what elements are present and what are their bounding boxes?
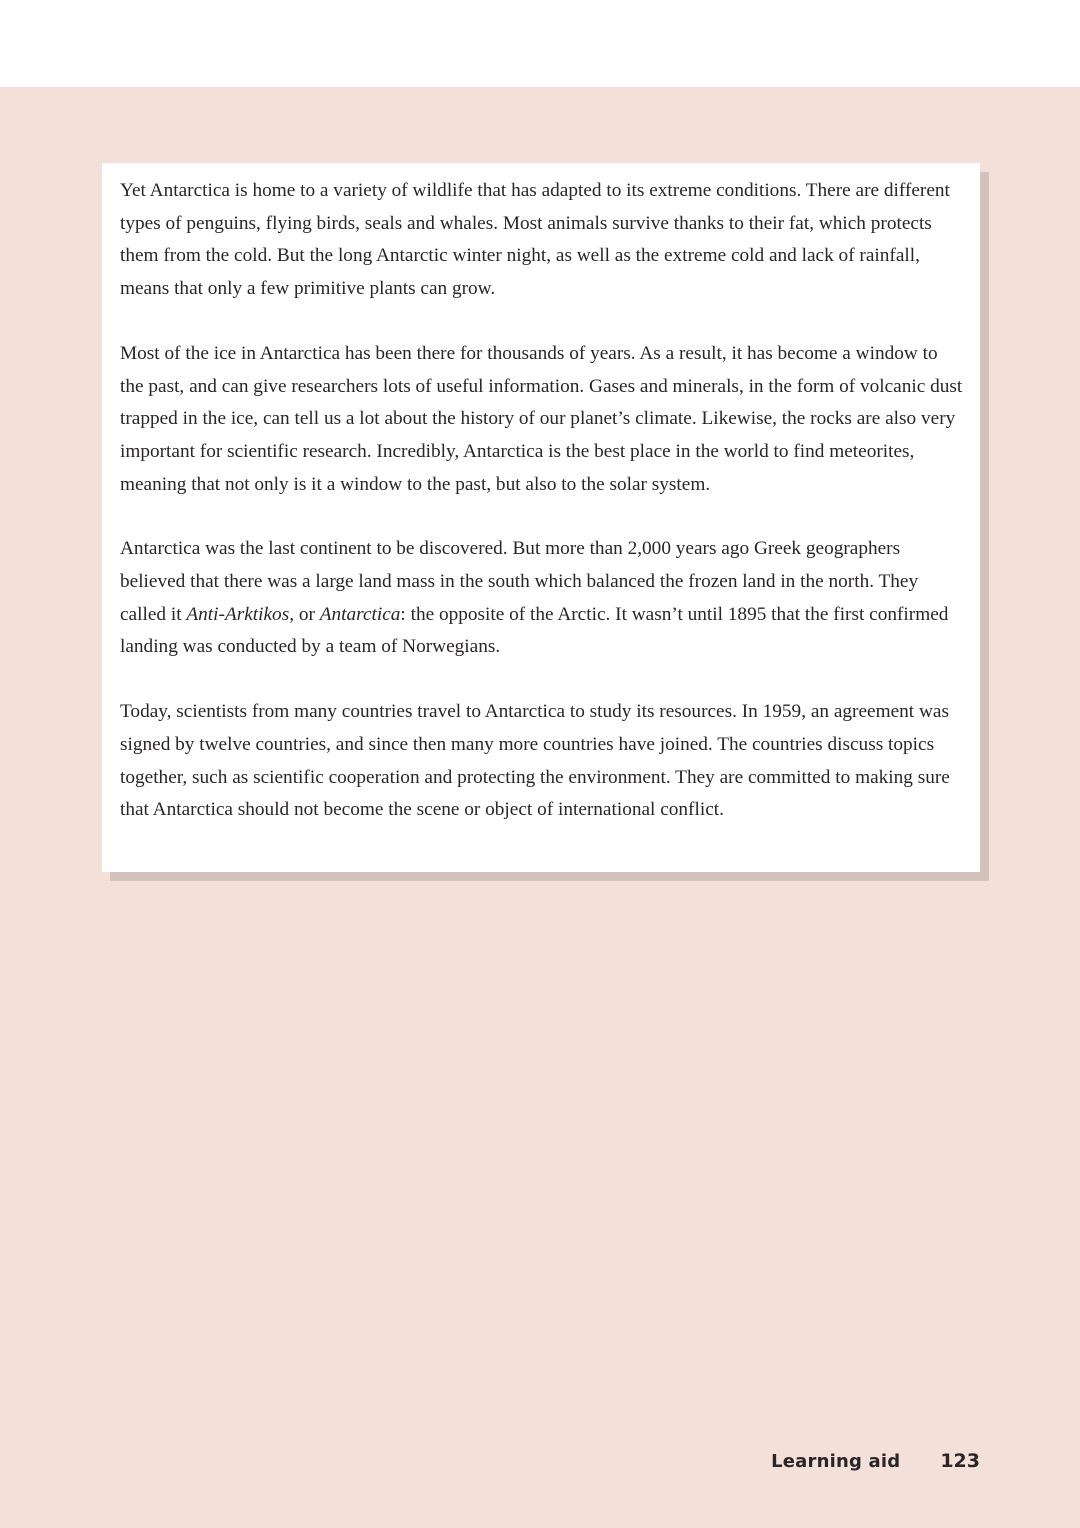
paragraph-wildlife: Yet Antarctica is home to a variety of wildlife that has adapted to its extreme conditions. There are different types of penguins, flying birds, seals and whales. Most animals survive thanks to their fat, which protects them from the cold. But the long Antarctic winter night, as well as the extreme cold and lack of rainfall, means that only a few primitive plants can grow. — [120, 180, 950, 300]
paragraph-discovery-text-2: , or — [289, 603, 320, 625]
paragraph-discovery-text-3: : the opposite of the Arctic. It wasn’t until 1895 that the first confirmed landing was conducted by a team of Norwegians. — [120, 603, 949, 658]
term-antarctica: Antarctica — [319, 603, 401, 625]
page-footer — [771, 1446, 980, 1476]
top-margin — [0, 0, 1080, 87]
text-box — [102, 163, 980, 872]
paragraph-treaty: Today, scientists from many countries travel to Antarctica to study its resources. In 1959, an agreement was signed by twelve countries, and since then many more countries have joined. The countries discuss topics together, such as scientific cooperation and protecting the environment. They are committed to making sure that Antarctica should not become the scene or object of international conflict. — [120, 701, 950, 821]
footer-section-label: Learning aid — [771, 1450, 901, 1472]
paragraph-discovery — [120, 533, 964, 664]
term-anti-arktikos: Anti-Arktikos — [186, 603, 290, 625]
paragraph-discovery-text-1: Antarctica was the last continent to be discovered. But more than 2,000 years ago Greek geographers believed that there was a large land mass in the south which balanced the frozen land in the north. They called it — [120, 538, 919, 625]
page-number: 123 — [940, 1450, 980, 1472]
paragraph-ice-history: Most of the ice in Antarctica has been there for thousands of years. As a result, it has become a window to the past, and can give researchers lots of useful information. Gases and minerals, in the form of volcanic dust trapped in the ice, can tell us a lot about the history of our planet’s climate. Likewise, the rocks are also very important for scientific research. Incredibly, Antarctica is the best place in the world to find meteorites, meaning that not only is it a window to the past, but also to the solar system. — [120, 342, 963, 495]
